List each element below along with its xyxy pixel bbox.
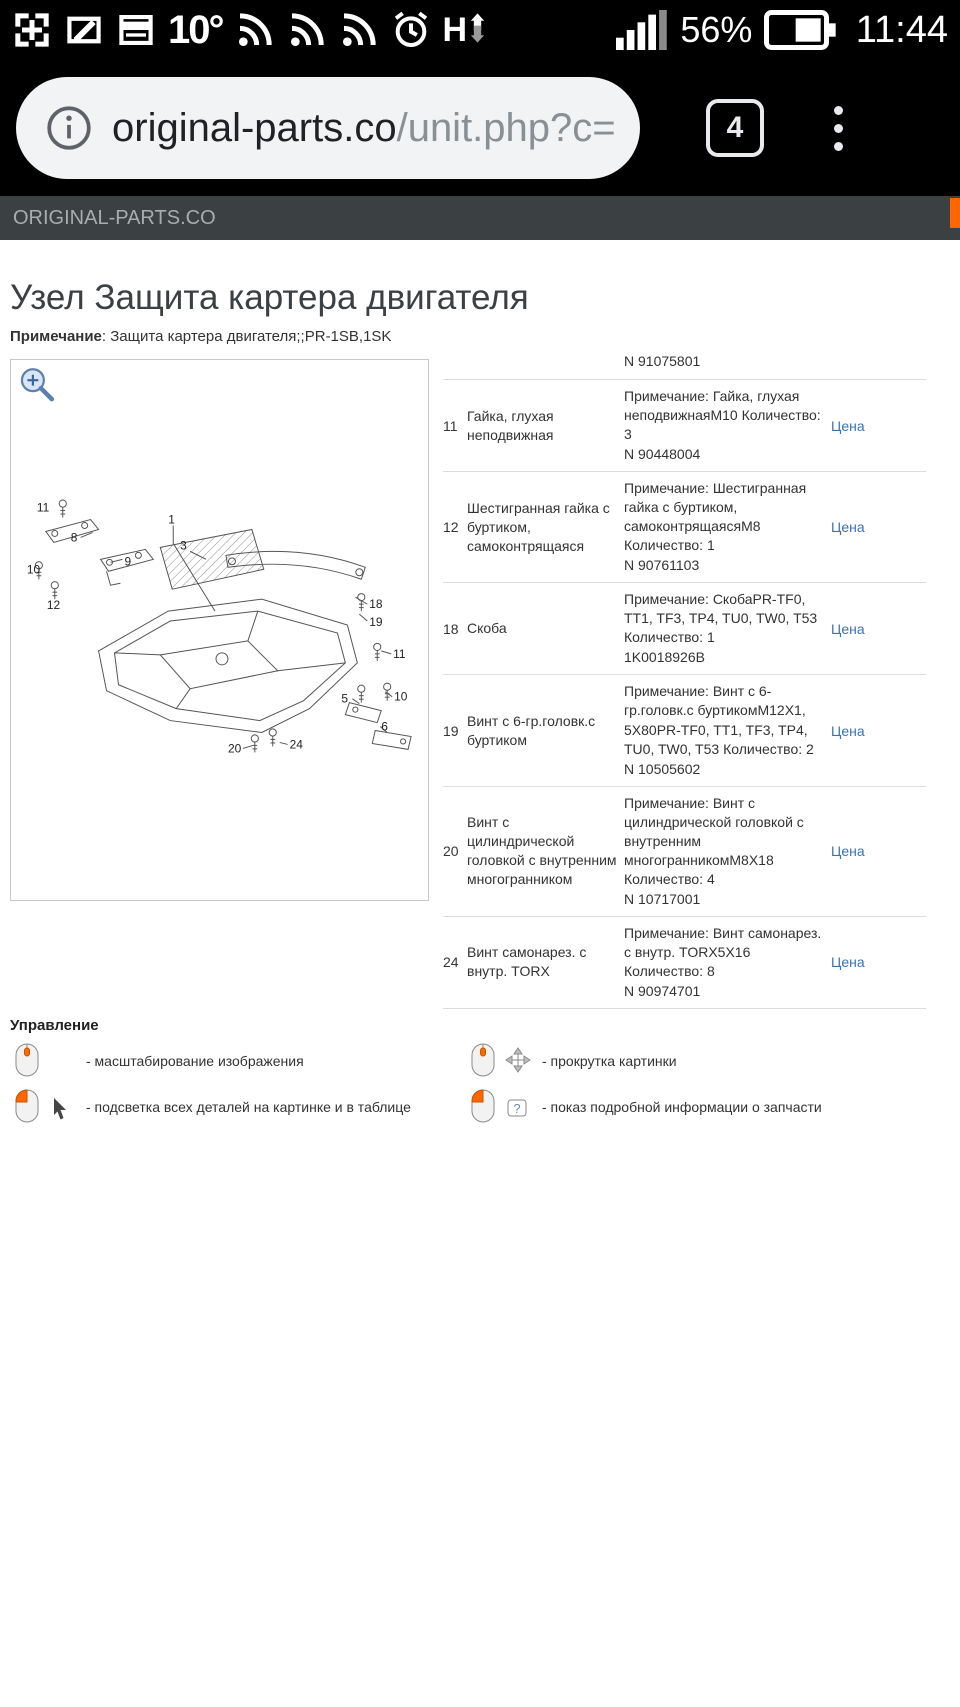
- part-note-text: Примечание: Винт с 6-гр.головк.с буртикомМ12X1, 5X80PR-TF0, TT1, TF3, TP4, TU0, TW0, T53 Количество: 2: [624, 683, 814, 757]
- callout-label: 5: [341, 691, 349, 706]
- controls-legend: [10, 1017, 950, 1128]
- part-position-number: 11: [443, 417, 458, 434]
- table-row: [443, 787, 926, 917]
- part-position-number: 19: [443, 722, 459, 739]
- part-position-number: 24: [443, 954, 459, 971]
- callout-label: 9: [124, 554, 132, 569]
- mouse-info-icon: [466, 1086, 542, 1128]
- part-note: [624, 479, 825, 575]
- legend-text: - показ подробной информации о запчасти: [542, 1098, 822, 1115]
- part-number: N 10505602: [624, 760, 701, 777]
- legend-item: [466, 1040, 950, 1082]
- rss-icon: [235, 10, 275, 50]
- site-header: [0, 196, 960, 240]
- price-link[interactable]: Цена: [831, 519, 865, 536]
- unit-note-label: Примечание: [10, 328, 102, 345]
- part-note-text: Примечание: Шестигранная гайка с буртиком, самоконтрящаясяМ8 Количество: 1: [624, 480, 807, 554]
- add-widget-icon: [12, 10, 52, 50]
- mobile-data-hspa-icon: [443, 11, 487, 50]
- part-number: N 90448004: [624, 446, 701, 463]
- part-note-text: Примечание: Гайка, глухая неподвижнаяМ10 Количество: 3: [624, 388, 821, 443]
- mouse-zoom-icon: [10, 1040, 86, 1082]
- callout-label: 8: [70, 530, 78, 545]
- legend-text: - подсветка всех деталей на картинке и в таблице: [86, 1098, 411, 1115]
- browser-toolbar: [0, 60, 960, 196]
- address-bar[interactable]: [16, 77, 640, 179]
- price-link[interactable]: Цена: [831, 722, 865, 739]
- rss-icon: [287, 10, 327, 50]
- url-path: /unit.php?c=: [396, 105, 616, 150]
- legend-item: [10, 1040, 466, 1082]
- unit-note: [10, 328, 950, 345]
- part-number: N 10717001: [624, 890, 701, 907]
- legend-item: [10, 1086, 466, 1128]
- unit-note-value: : Защита картера двигателя;;PR-1SB,1SK: [101, 328, 392, 345]
- table-row: [443, 583, 926, 675]
- callout-label: 20: [227, 741, 242, 756]
- tab-count: 4: [726, 111, 744, 144]
- legend-text: - прокрутка картинки: [542, 1052, 677, 1069]
- page-content: [0, 278, 960, 1128]
- part-name: Шестигранная гайка с буртиком, самоконтрящаяся: [467, 499, 610, 554]
- part-number: N 90761103: [624, 557, 700, 574]
- part-note-text: Примечание: Винт с цилиндрической головкой с внутренним многогранникомМ8X18 Количество: 4: [624, 794, 804, 887]
- clock-text: 11:44: [855, 8, 948, 51]
- table-row: [443, 675, 926, 786]
- part-name: Винт самонарез. с внутр. TORX: [467, 944, 587, 980]
- network-letter: H: [442, 10, 468, 49]
- part-note-text: Примечание: Винт самонарез. с внутр. TORX5X16 Количество: 8: [624, 924, 822, 979]
- diagram-zoom-icon[interactable]: [22, 369, 52, 399]
- callout-label: 11: [393, 646, 406, 661]
- tab-switcher-button[interactable]: [706, 99, 764, 157]
- mouse-highlight-icon: [10, 1086, 86, 1128]
- legend-item: [466, 1086, 950, 1128]
- controls-heading: Управление: [10, 1016, 99, 1034]
- callout-label: 10: [394, 689, 408, 704]
- callout-label: 11: [36, 500, 50, 515]
- page-title: Узел Защита картера двигателя: [10, 278, 529, 317]
- callout-label: 1: [168, 512, 175, 527]
- callout-label: 3: [180, 538, 187, 553]
- svg-text:?: ?: [513, 1100, 521, 1116]
- part-name: Винт с 6-гр.головк.с буртиком: [467, 712, 596, 748]
- part-position-number: 20: [443, 843, 459, 860]
- callout-label: 12: [46, 598, 61, 613]
- note-edit-icon: [64, 10, 104, 50]
- table-row: [443, 351, 926, 380]
- part-note: [624, 351, 825, 371]
- table-row: [443, 472, 926, 583]
- callout-label: 6: [381, 719, 388, 734]
- legend-text: - масштабирование изображения: [86, 1052, 304, 1069]
- exploded-view-drawing: [35, 500, 411, 752]
- part-note-text: Примечание: СкобаPR-TF0, TT1, TF3, TP4, TU0, TW0, T53 Количество: 1: [624, 591, 818, 646]
- parts-diagram[interactable]: [10, 359, 429, 901]
- part-number: 1K0018926B: [624, 649, 705, 666]
- scrollbar-thumb[interactable]: [950, 198, 960, 228]
- page-info-icon[interactable]: [44, 103, 94, 153]
- callout-label: 19: [369, 615, 383, 630]
- callout-label: 10: [26, 562, 41, 577]
- rss-icon: [339, 10, 379, 50]
- callout-label: 24: [289, 737, 303, 752]
- site-title: ORIGINAL-PARTS.CO: [13, 206, 216, 229]
- screenshot-icon: [116, 10, 156, 50]
- table-row: [443, 380, 926, 472]
- price-link[interactable]: Цена: [831, 620, 865, 637]
- alarm-clock-icon: [391, 10, 431, 50]
- part-name: Винт с цилиндрической головкой с внутренним многогранником: [467, 814, 617, 888]
- part-position-number: 12: [443, 519, 459, 536]
- part-number: N 91075801: [624, 353, 701, 369]
- part-note: [624, 682, 825, 778]
- mouse-scroll-icon: [466, 1040, 542, 1082]
- callout-label: 18: [369, 597, 383, 612]
- part-name: Гайка, глухая неподвижная: [467, 407, 554, 443]
- part-note: [624, 924, 825, 1001]
- part-position-number: 18: [443, 620, 459, 637]
- battery-percent-text: 56%: [680, 9, 753, 50]
- price-link[interactable]: Цена: [831, 843, 865, 860]
- status-bar: [0, 0, 960, 60]
- battery-icon: [764, 10, 837, 50]
- part-note: [624, 590, 825, 667]
- signal-strength-icon: [616, 10, 668, 50]
- temperature-text: 10°: [168, 7, 223, 52]
- parts-table: [443, 351, 926, 1009]
- table-row: [443, 917, 926, 1009]
- part-note: [624, 387, 825, 464]
- part-name: Скоба: [467, 620, 507, 637]
- price-link[interactable]: Цена: [831, 417, 865, 434]
- price-link[interactable]: Цена: [831, 954, 865, 971]
- part-number: N 90974701: [624, 982, 701, 999]
- url-domain: original-parts.co: [112, 105, 397, 150]
- url-text: [112, 106, 616, 151]
- part-note: [624, 794, 825, 909]
- browser-menu-button[interactable]: [834, 106, 843, 151]
